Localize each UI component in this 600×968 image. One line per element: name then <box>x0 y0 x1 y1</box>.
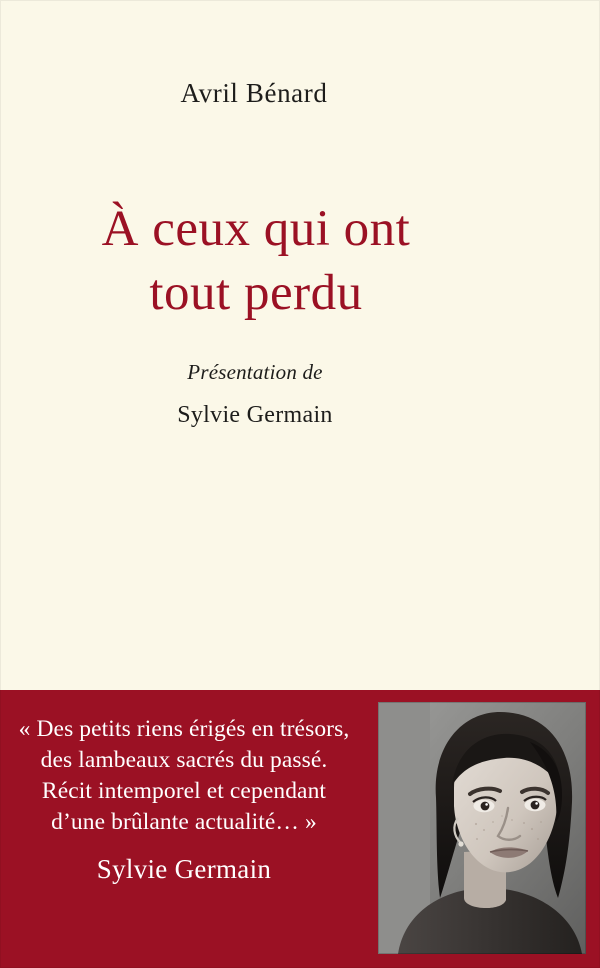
cover-title-line-1: À ceux qui ont <box>101 201 411 257</box>
cover-title <box>0 198 512 326</box>
cover-author: Avril Bénard <box>180 78 328 108</box>
blurb-block <box>0 690 364 968</box>
cover-bottom-band <box>0 690 600 968</box>
blurb-attribution: Sylvie Germain <box>96 854 272 885</box>
cover-presentation-block <box>0 360 510 429</box>
blurb-quote: « Des petits riens érigés en trésors, des lambeaux sacrés du passé. Récit intemporel et cependant d’une brûlante actualité… » <box>18 716 350 836</box>
portrait-photo <box>378 702 586 954</box>
cover-title-line-2: tout perdu <box>149 264 363 321</box>
presentation-author: Sylvie Germain <box>177 402 333 428</box>
presentation-label: Présentation de <box>187 360 323 384</box>
